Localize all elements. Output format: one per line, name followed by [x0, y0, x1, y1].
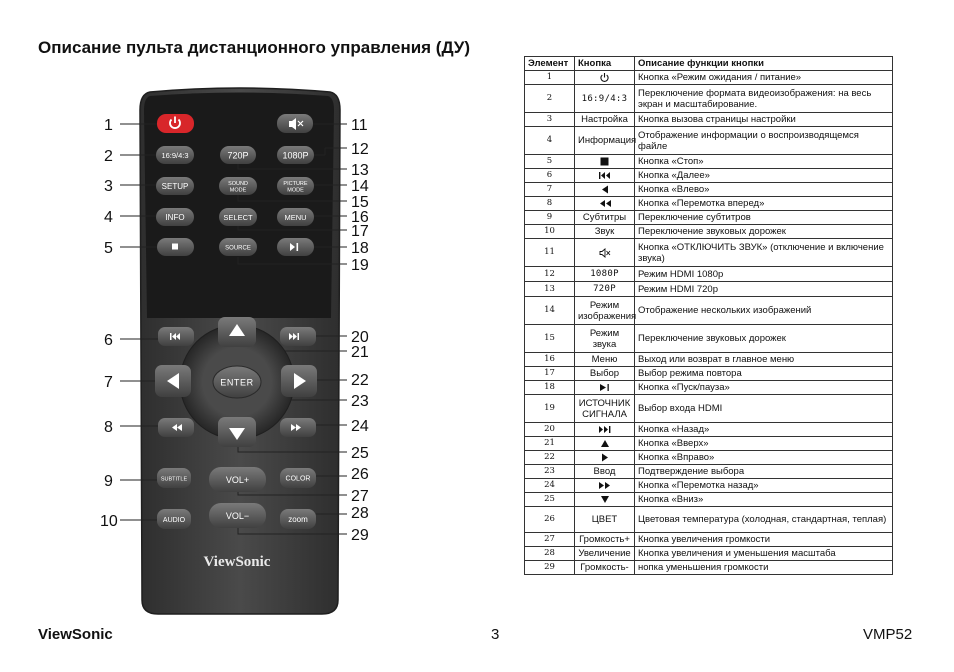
callout-25: 25 — [351, 445, 369, 462]
row-button-label: Громкость+ — [579, 534, 630, 546]
row-description: Кнопка «Вверх» — [635, 437, 893, 451]
row-button — [575, 437, 635, 451]
row-element-number: 21 — [525, 437, 575, 451]
row-element-number: 23 — [525, 465, 575, 479]
vol-up-label: VOL+ — [225, 475, 250, 485]
callout-4: 4 — [104, 209, 113, 226]
row-element-number: 15 — [525, 325, 575, 353]
row-button — [575, 423, 635, 437]
row-description: Отображение информации о воспроизводящемся файле — [635, 127, 893, 155]
row-button — [575, 197, 635, 211]
1080p-label: 1080P — [282, 150, 309, 161]
callout-7: 7 — [104, 374, 113, 391]
table-row — [525, 197, 893, 211]
callout-26: 26 — [351, 466, 369, 483]
row-button — [575, 282, 635, 297]
callout-23: 23 — [351, 393, 369, 410]
table-row — [525, 451, 893, 465]
table-row — [525, 211, 893, 225]
table-row — [525, 561, 893, 575]
row-description: Кнопка «Пуск/пауза» — [635, 381, 893, 395]
row-button-label: 16:9/4:3 — [581, 93, 628, 104]
callout-17: 17 — [351, 223, 369, 240]
table-row — [525, 71, 893, 85]
row-description: Кнопка вызова страницы настройки — [635, 113, 893, 127]
table-row — [525, 239, 893, 267]
picture-mode-label-bottom: MODE — [287, 187, 304, 194]
row-description: Кнопка «Режим ожидания / питание» — [635, 71, 893, 85]
table-row — [525, 437, 893, 451]
callout-2: 2 — [104, 148, 113, 165]
row-element-number: 12 — [525, 267, 575, 282]
callout-22: 22 — [351, 372, 369, 389]
row-button-label: Режим звука — [589, 327, 620, 350]
row-button — [575, 533, 635, 547]
row-button — [575, 71, 635, 85]
row-button — [575, 493, 635, 507]
table-row — [525, 85, 893, 113]
row-description: Подтверждение выбора — [635, 465, 893, 479]
enter-label: ENTER — [220, 377, 254, 388]
table-row — [525, 127, 893, 155]
row-description: Кнопка увеличения громкости — [635, 533, 893, 547]
row-element-number: 5 — [525, 155, 575, 169]
callout-19: 19 — [351, 257, 369, 274]
row-button — [575, 479, 635, 493]
table-row — [525, 533, 893, 547]
select-label: SELECT — [223, 213, 253, 222]
aspect-ratio-label: 16:9/4:3 — [161, 151, 189, 160]
table-row — [525, 113, 893, 127]
row-element-number: 14 — [525, 297, 575, 325]
row-element-number: 2 — [525, 85, 575, 113]
table-row — [525, 169, 893, 183]
table-row — [525, 267, 893, 282]
zoom-label: zoom — [288, 515, 308, 524]
info-label: INFO — [165, 213, 185, 222]
header-element: Элемент — [525, 57, 575, 71]
callout-18: 18 — [351, 240, 369, 257]
row-element-number: 29 — [525, 561, 575, 575]
setup-label: SETUP — [161, 182, 189, 191]
row-button-label: ЦВЕТ — [591, 514, 618, 526]
row-button — [575, 297, 635, 325]
sound-mode-label-top: SOUND — [228, 181, 248, 187]
row-description: Кнопка «Далее» — [635, 169, 893, 183]
row-element-number: 27 — [525, 533, 575, 547]
row-button-label: Информация — [578, 135, 637, 147]
row-element-number: 22 — [525, 451, 575, 465]
previous-icon — [598, 170, 612, 181]
callout-13: 13 — [351, 162, 369, 179]
table-header-row — [525, 57, 893, 71]
row-button — [575, 465, 635, 479]
row-element-number: 18 — [525, 381, 575, 395]
callout-15: 15 — [351, 194, 369, 211]
row-description: Выход или возврат в главное меню — [635, 353, 893, 367]
row-element-number: 28 — [525, 547, 575, 561]
row-element-number: 20 — [525, 423, 575, 437]
footer-brand: ViewSonic — [38, 626, 113, 643]
footer-page-number: 3 — [491, 626, 500, 643]
up-arrow-icon — [600, 438, 610, 449]
row-button — [575, 169, 635, 183]
row-element-number: 10 — [525, 225, 575, 239]
row-button — [575, 367, 635, 381]
table-row — [525, 367, 893, 381]
menu-label: MENU — [284, 213, 307, 222]
row-button-label: Увеличение — [578, 548, 631, 560]
stop-icon — [172, 244, 178, 250]
row-button-label: Ввод — [593, 466, 616, 478]
row-button — [575, 395, 635, 423]
callout-8: 8 — [104, 419, 113, 436]
button-description-table — [524, 56, 893, 575]
row-element-number: 6 — [525, 169, 575, 183]
callout-6: 6 — [104, 332, 113, 349]
row-button-label: Настройка — [581, 114, 628, 126]
row-description: Цветовая температура (холодная, стандартная, теплая) — [635, 507, 893, 533]
mute-icon — [599, 247, 611, 258]
color-label: COLOR — [285, 475, 311, 483]
row-description: Кнопка «Стоп» — [635, 155, 893, 169]
next-icon — [598, 424, 612, 435]
row-description: Переключение звуковых дорожек — [635, 225, 893, 239]
row-button — [575, 225, 635, 239]
power-icon — [599, 72, 610, 83]
row-button-label: Субтитры — [582, 212, 627, 224]
row-description: Кнопка «Перемотка назад» — [635, 479, 893, 493]
row-description: Кнопка «Назад» — [635, 423, 893, 437]
row-button — [575, 239, 635, 267]
row-element-number: 19 — [525, 395, 575, 423]
play-pause-icon — [599, 382, 611, 393]
row-button — [575, 211, 635, 225]
stop-icon — [600, 156, 609, 167]
table-row — [525, 381, 893, 395]
row-element-number: 24 — [525, 479, 575, 493]
subtitle-label: SUBTITLE — [160, 476, 188, 483]
table-row — [525, 225, 893, 239]
callout-16: 16 — [351, 209, 369, 226]
row-button — [575, 127, 635, 155]
right-arrow-icon — [601, 452, 609, 463]
table-row — [525, 423, 893, 437]
row-element-number: 1 — [525, 71, 575, 85]
row-button — [575, 353, 635, 367]
callout-3: 3 — [104, 178, 113, 195]
row-description: Кнопка «Влево» — [635, 183, 893, 197]
row-button-label: 1080P — [590, 269, 619, 280]
callout-29: 29 — [351, 527, 369, 544]
table-row — [525, 507, 893, 533]
fast-forward-icon — [598, 480, 612, 491]
callout-24: 24 — [351, 418, 369, 435]
picture-mode-label-top: PICTURE — [283, 181, 308, 187]
row-element-number: 11 — [525, 239, 575, 267]
row-button — [575, 85, 635, 113]
row-element-number: 16 — [525, 353, 575, 367]
callout-10: 10 — [100, 513, 118, 530]
row-element-number: 26 — [525, 507, 575, 533]
row-element-number: 13 — [525, 282, 575, 297]
source-label: SOURCE — [225, 245, 251, 252]
row-description: Кнопка «Перемотка вперед» — [635, 197, 893, 211]
left-arrow-icon — [601, 184, 609, 195]
footer-model: VMP52 — [863, 626, 913, 643]
callout-12: 12 — [351, 141, 369, 158]
down-arrow-icon — [600, 494, 610, 505]
row-button-label: Звук — [594, 226, 615, 238]
row-description: Кнопка увеличения и уменьшения масштаба — [635, 547, 893, 561]
callout-5: 5 — [104, 240, 113, 257]
table-row — [525, 155, 893, 169]
row-element-number: 25 — [525, 493, 575, 507]
row-element-number: 3 — [525, 113, 575, 127]
table-row — [525, 395, 893, 423]
row-button-label: 720P — [593, 284, 616, 295]
row-element-number: 17 — [525, 367, 575, 381]
row-description: Отображение нескольких изображений — [635, 297, 893, 325]
row-description: Режим HDMI 720p — [635, 282, 893, 297]
720p-label: 720P — [227, 150, 249, 161]
callout-20: 20 — [351, 329, 369, 346]
callout-14: 14 — [351, 178, 369, 195]
row-button — [575, 113, 635, 127]
table-row — [525, 493, 893, 507]
play-pause-button[interactable] — [277, 238, 314, 256]
table-row — [525, 479, 893, 493]
rewind-icon — [598, 198, 612, 209]
header-button: Кнопка — [575, 57, 635, 71]
row-button-label: Меню — [591, 354, 618, 366]
remote-brand-logo: ViewSonic — [203, 554, 271, 570]
row-description: Режим HDMI 1080p — [635, 267, 893, 282]
callout-11: 11 — [351, 117, 368, 134]
callout-28: 28 — [351, 505, 369, 522]
callout-27: 27 — [351, 488, 369, 505]
row-description: Переключение субтитров — [635, 211, 893, 225]
table-row — [525, 465, 893, 479]
audio-label: AUDIO — [162, 517, 186, 524]
row-description: Выбор входа HDMI — [635, 395, 893, 423]
row-button — [575, 155, 635, 169]
row-button — [575, 547, 635, 561]
row-description: Кнопка «ОТКЛЮЧИТЬ ЗВУК» (отключение и включение звука) — [635, 239, 893, 267]
callout-1: 1 — [104, 117, 113, 134]
table-row — [525, 547, 893, 561]
row-button — [575, 451, 635, 465]
row-description: Переключение звуковых дорожек — [635, 325, 893, 353]
row-element-number: 9 — [525, 211, 575, 225]
row-button-label: Выбор — [589, 368, 620, 380]
row-button-label: ИСТОЧНИК СИГНАЛА — [578, 397, 631, 420]
table-row — [525, 183, 893, 197]
page-title: Описание пульта дистанционного управления (ДУ) — [38, 38, 471, 57]
table-row — [525, 325, 893, 353]
row-button — [575, 267, 635, 282]
row-description: Кнопка «Вниз» — [635, 493, 893, 507]
row-button — [575, 507, 635, 533]
sound-mode-label-bottom: MODE — [229, 187, 247, 194]
row-element-number: 4 — [525, 127, 575, 155]
table-row — [525, 353, 893, 367]
vol-down-label: VOL− — [225, 511, 250, 521]
row-button-label: Громкость- — [580, 562, 629, 574]
callout-9: 9 — [104, 473, 113, 490]
row-description: Кнопка «Вправо» — [635, 451, 893, 465]
table-row — [525, 297, 893, 325]
header-description: Описание функции кнопки — [635, 57, 893, 71]
row-element-number: 8 — [525, 197, 575, 211]
callout-21: 21 — [351, 344, 369, 361]
row-button — [575, 381, 635, 395]
row-element-number: 7 — [525, 183, 575, 197]
table-row — [525, 282, 893, 297]
row-description: нопка уменьшения громкости — [635, 561, 893, 575]
row-description: Переключение формата видеоизображения: на весь экран и масштабирование. — [635, 85, 893, 113]
row-button — [575, 561, 635, 575]
row-button — [575, 183, 635, 197]
row-description: Выбор режима повтора — [635, 367, 893, 381]
row-button-label: Режим изображения — [578, 299, 637, 322]
row-button — [575, 325, 635, 353]
